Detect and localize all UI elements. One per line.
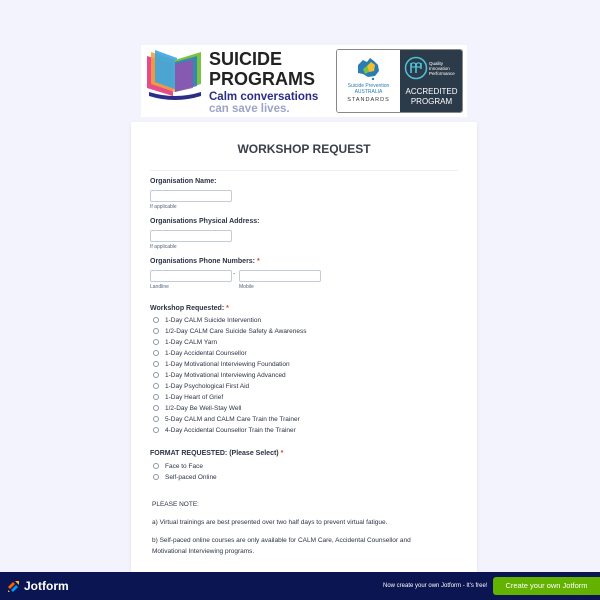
format-option-label: Self-paced Online [165,473,217,481]
org-name-sublabel: If applicable [150,204,177,210]
format-option[interactable] [153,472,217,482]
radio-button[interactable] [153,339,159,345]
note-a: a) Virtual trainings are best presented over two half days to prevent virtual fatigue. [152,519,388,526]
program-label: PROGRAM [410,97,453,106]
workshop-option-label: 1-Day Motivational Interviewing Advanced [165,371,286,379]
format-label [150,450,283,457]
workshop-option-label: 1-Day CALM Suicide Intervention [165,316,262,324]
format-label-text: FORMAT REQUESTED: (Please Select) [150,450,279,457]
jotform-logo-icon[interactable] [7,580,20,593]
workshop-option-label: 1/2-Day Be Well-Stay Well [165,404,242,412]
radio-button[interactable] [153,463,159,469]
workshop-option-label: 1-Day Accidental Counsellor [165,349,247,357]
tagline-line2: can save lives. [209,103,290,115]
sp-organisation-text: Suicide Prevention AUSTRALIA [347,83,390,95]
books-logo-icon [145,48,203,100]
create-jotform-button[interactable]: Create your own Jotform [493,577,600,595]
workshop-label [150,305,229,312]
workshop-option-label: 5-Day CALM and CALM Care Train the Trainer [165,415,300,423]
form-card [131,122,477,582]
workshop-option-label: 1/2-Day CALM Care Suicide Safety & Awareness [165,327,307,335]
radio-button[interactable] [153,427,159,433]
sp-standards-text: STANDARDS [347,97,390,103]
workshop-option-label: 1-Day CALM Yarn [165,338,218,346]
radio-button[interactable] [153,405,159,411]
qip-logo-icon [404,56,428,80]
workshop-option[interactable] [153,348,247,358]
format-option-label: Face to Face [165,462,203,470]
org-address-input[interactable] [150,230,232,242]
jotform-footer-bar [0,572,600,600]
note-b: b) Self-paced online courses are only available for CALM Care, Accidental Counsellor and Motivational Interviewing programs. [152,537,411,555]
australia-map-icon [355,56,381,80]
qip-text: Quality Innovation Performance [429,61,455,76]
radio-button[interactable] [153,317,159,323]
jotform-promo-text: Now create your own Jotform - It's free! [383,583,488,589]
radio-button[interactable] [153,328,159,334]
workshop-option-label: 1-Day Psychological First Aid [165,382,250,390]
workshop-option[interactable] [153,414,300,424]
required-asterisk: * [256,258,260,265]
workshop-option[interactable] [153,381,249,391]
org-address-sublabel: If applicable [150,244,177,250]
radio-button[interactable] [153,474,159,480]
workshop-option-label: 4-Day Accidental Counsellor Train the Trainer [165,426,296,434]
radio-button[interactable] [153,416,159,422]
workshop-label-text: Workshop Requested: [150,305,225,312]
suicide-prevention-standards-logo [337,50,400,112]
accreditation-badge [336,49,463,113]
note-heading: PLEASE NOTE: [152,501,199,508]
workshop-option[interactable] [153,425,296,435]
required-asterisk: * [226,305,229,312]
workshop-option-label: 1-Day Heart of Grief [165,393,224,401]
radio-button[interactable] [153,350,159,356]
mobile-input[interactable] [239,270,321,282]
radio-button[interactable] [153,361,159,367]
workshop-option[interactable] [153,315,261,325]
format-option[interactable] [153,461,203,471]
workshop-option[interactable] [153,326,307,336]
workshop-option[interactable] [153,403,241,413]
workshop-option[interactable] [153,392,223,402]
org-name-label: Organisation Name: [150,178,217,185]
org-name-input[interactable] [150,190,232,202]
jotform-brand[interactable]: Jotform [24,579,69,593]
workshop-option[interactable] [153,359,290,369]
qip-accredited-panel [400,50,463,112]
phone-separator: - [233,271,236,278]
landline-input[interactable] [150,270,232,282]
landline-sublabel: Landline [150,284,169,290]
mobile-sublabel: Mobile [239,284,254,290]
phone-label [150,258,260,265]
phone-label-text: Organisations Phone Numbers: [150,258,256,265]
required-asterisk: * [280,450,284,457]
accredited-label: ACCREDITED [405,87,458,96]
radio-button[interactable] [153,394,159,400]
brand-name-line2: PROGRAMS [209,69,316,89]
workshop-option[interactable] [153,337,217,347]
tagline-line1: Calm conversations [209,91,319,103]
header-banner [141,45,467,117]
form-title: WORKSHOP REQUEST [237,142,371,156]
workshop-option[interactable] [153,370,286,380]
radio-button[interactable] [153,372,159,378]
org-address-label: Organisations Physical Address: [150,218,260,225]
title-divider [150,170,458,171]
workshop-option-label: 1-Day Motivational Interviewing Foundation [165,360,290,368]
brand-name-line1: SUICIDE [209,49,283,69]
radio-button[interactable] [153,383,159,389]
